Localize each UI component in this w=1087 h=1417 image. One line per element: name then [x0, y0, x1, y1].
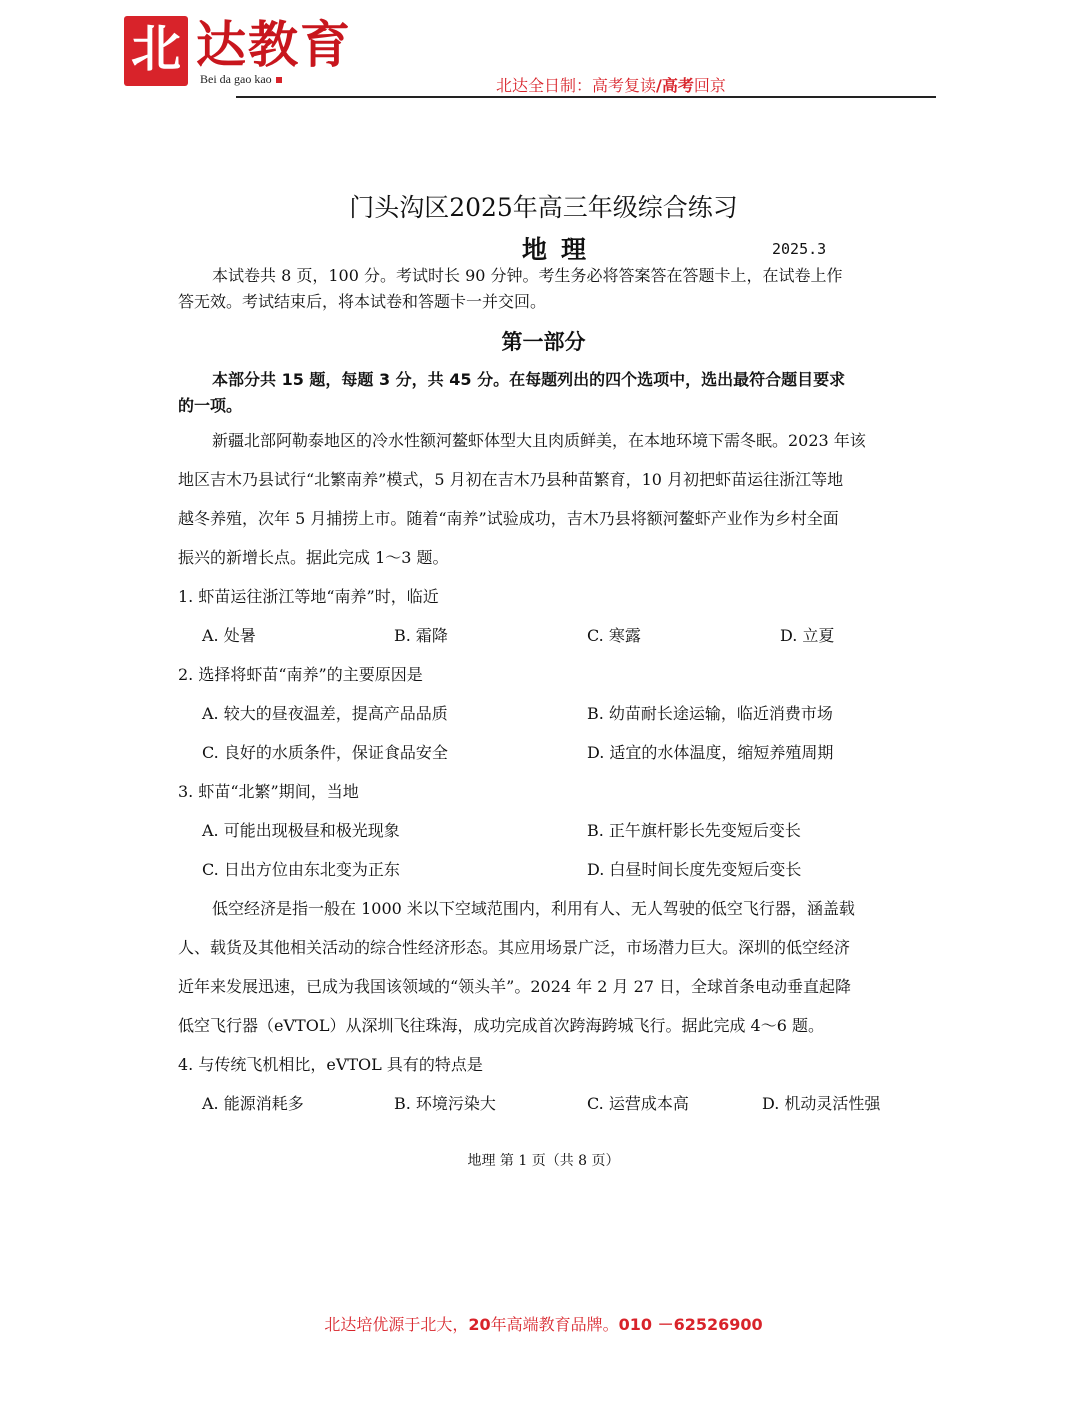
material2-line: 人、载货及其他相关活动的综合性经济形态。其应用场景广泛，市场潜力巨大。深圳的低空经济 [178, 938, 851, 957]
header-slogan: 北达全日制：高考复读/高考回京 [496, 76, 726, 95]
part-description: 本部分共 15 题，每题 3 分，共 45 分。在每题列出的四个选项中，选出最符合题目要求 [212, 370, 846, 389]
material1-line: 新疆北部阿勒泰地区的冷水性额河鳌虾体型大且肉质鲜美，在本地环境下需冬眠。2023 年该 [212, 431, 866, 450]
q4-option-a: A. 能源消耗多 [202, 1094, 304, 1113]
exam-date: 2025.3 [772, 240, 827, 258]
brand-logo [124, 16, 188, 86]
part-title: 第一部分 [501, 330, 586, 354]
page-number: 地理 第 1 页（共 8 页） [467, 1153, 620, 1169]
question-4-stem: 4. 与传统飞机相比，eVTOL 具有的特点是 [178, 1055, 483, 1074]
q4-option-b: B. 环境污染大 [394, 1094, 496, 1113]
question-1-stem: 1. 虾苗运往浙江等地“南养”时，临近 [178, 587, 439, 606]
q2-option-c: C. 良好的水质条件，保证食品安全 [202, 743, 448, 762]
q3-option-c: C. 日出方位由东北变为正东 [202, 860, 400, 879]
q1-option-c: C. 寒露 [587, 626, 641, 645]
q4-option-d: D. 机动灵活性强 [762, 1094, 881, 1113]
brand-logo-glyph: 北 [131, 20, 181, 78]
exam-title: 门头沟区2025年高三年级综合练习 [349, 193, 738, 222]
question-3-stem: 3. 虾苗“北繁”期间，当地 [178, 782, 359, 801]
material1-line: 地区吉木乃县试行“北繁南养”模式，5 月初在吉木乃县种苗繁育，10 月初把虾苗运往浙江等地 [178, 470, 844, 489]
q3-option-b: B. 正午旗杆影长先变短后变长 [587, 821, 801, 840]
instructions-cont: 答无效。考试结束后，将本试卷和答题卡一并交回。 [178, 292, 547, 311]
instructions: 本试卷共 8 页，100 分。考试时长 90 分钟。考生务必将答案答在答题卡上，在试卷上作 [212, 266, 843, 285]
q2-option-d: D. 适宜的水体温度，缩短养殖周期 [587, 743, 834, 762]
q1-option-d: D. 立夏 [780, 626, 835, 645]
header-divider [236, 96, 936, 98]
material1-line: 越冬养殖，次年 5 月捕捞上市。随着“南养”试验成功，吉木乃县将额河鳌虾产业作为乡村全面 [178, 509, 839, 528]
q3-option-d: D. 白昼时间长度先变短后变长 [587, 860, 802, 879]
material2-line: 低空经济是指一般在 1000 米以下空域范围内，利用有人、无人驾驶的低空飞行器，涵盖载 [212, 899, 855, 918]
material1-line: 振兴的新增长点。据此完成 1～3 题。 [178, 548, 449, 567]
q2-option-a: A. 较大的昼夜温差，提高产品品质 [202, 704, 448, 723]
q1-option-b: B. 霜降 [394, 626, 448, 645]
q4-option-c: C. 运营成本高 [587, 1094, 689, 1113]
material2-line: 低空飞行器（eVTOL）从深圳飞往珠海，成功完成首次跨海跨城飞行。据此完成 4～6 题。 [178, 1016, 824, 1035]
brand-subtitle: Bei da gao kao [200, 72, 282, 87]
exam-subject: 地理 [522, 235, 601, 264]
question-2-stem: 2. 选择将虾苗“南养”的主要原因是 [178, 665, 423, 684]
red-square-icon [276, 77, 282, 83]
q1-option-a: A. 处暑 [202, 626, 256, 645]
q2-option-b: B. 幼苗耐长途运输，临近消费市场 [587, 704, 833, 723]
brand-name: 达教育 [196, 15, 352, 74]
part-description-cont: 的一项。 [178, 396, 243, 415]
q3-option-a: A. 可能出现极昼和极光现象 [202, 821, 400, 840]
footer-advert: 北达培优源于北大，20年高端教育品牌。010 －62526900 [324, 1315, 763, 1334]
material2-line: 近年来发展迅速，已成为我国该领域的“领头羊”。2024 年 2 月 27 日，全球首条电动垂直起降 [178, 977, 852, 996]
